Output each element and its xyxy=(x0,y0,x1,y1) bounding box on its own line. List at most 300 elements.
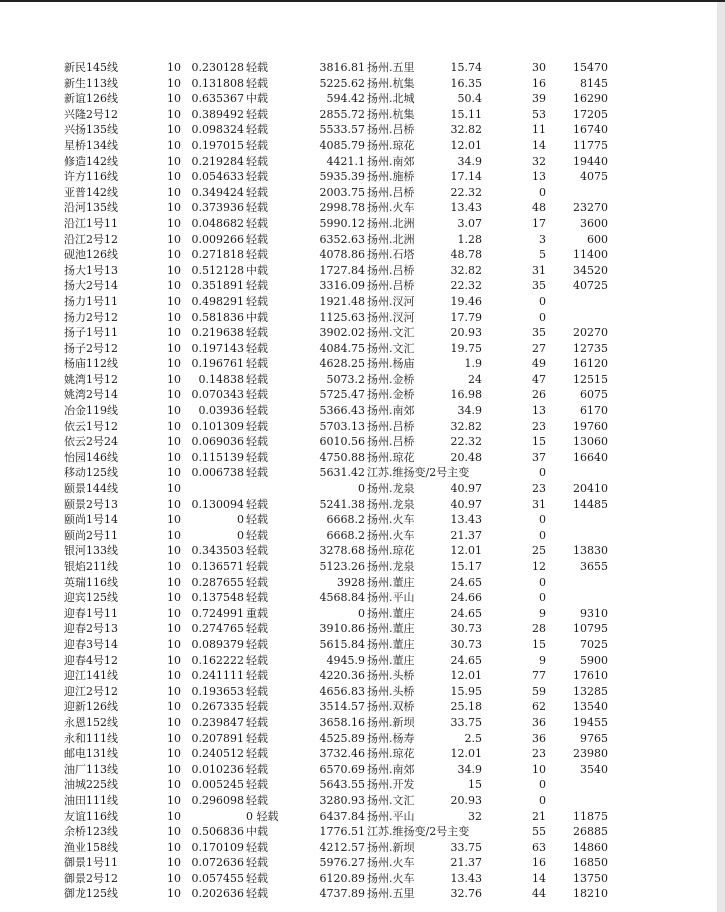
substation-cell: 江苏.维扬变/2号主变 xyxy=(367,825,470,839)
count-cell: 0 xyxy=(539,575,546,589)
voltage-cell: 10 xyxy=(167,606,181,620)
load-rate-cell: 0.130094 xyxy=(191,497,244,511)
table-row xyxy=(0,278,717,294)
substation-cell: 扬州.杨庙 xyxy=(367,357,415,371)
count-cell: 30 xyxy=(532,61,546,74)
capacity-cell: 3280.93 xyxy=(319,793,365,807)
count-cell: 35 xyxy=(532,326,546,340)
table-row xyxy=(0,122,717,138)
load-status-cell: 轻载 xyxy=(246,372,268,386)
distance-cell: 48.78 xyxy=(450,248,482,262)
distance-cell: 15.17 xyxy=(450,560,482,573)
capacity-cell: 5366.43 xyxy=(319,404,365,418)
count-cell: 0 xyxy=(539,466,546,480)
count-cell: 0 xyxy=(539,793,546,807)
distance-cell: 40.97 xyxy=(450,497,482,511)
substation-cell: 江苏.维扬变/2号主变 xyxy=(367,466,470,480)
capacity-cell: 4945.9 xyxy=(326,653,365,667)
line-name-cell: 迎春3号14 xyxy=(64,637,118,651)
capacity-cell: 4568.84 xyxy=(319,591,365,605)
line-name-cell: 姚湾2号14 xyxy=(64,388,118,402)
table-row xyxy=(0,403,717,419)
load-status-cell: 轻载 xyxy=(246,840,268,854)
count-cell: 0 xyxy=(539,528,546,542)
distance-cell: 1.9 xyxy=(464,357,482,371)
table-row xyxy=(0,91,717,107)
substation-cell: 扬州.杨寿 xyxy=(367,731,415,745)
distance-cell: 19.46 xyxy=(450,294,482,308)
load-rate-cell: 0.136571 xyxy=(191,560,244,573)
load-status-cell: 轻载 xyxy=(246,138,268,152)
line-name-cell: 亚普142线 xyxy=(64,185,118,199)
substation-cell: 扬州.琼花 xyxy=(367,747,415,761)
substation-cell: 扬州.平山 xyxy=(367,809,415,823)
distance-cell: 22.32 xyxy=(450,435,482,449)
distance-cell: 30.73 xyxy=(450,622,482,636)
table-row xyxy=(0,216,717,232)
capacity-cell: 4212.57 xyxy=(319,840,365,854)
count-cell: 9 xyxy=(539,606,546,620)
voltage-cell: 10 xyxy=(167,294,181,308)
voltage-cell: 10 xyxy=(167,887,181,901)
voltage-cell: 10 xyxy=(167,715,181,729)
line-name-cell: 颐景2号13 xyxy=(64,497,118,511)
capacity-cell: 3316.09 xyxy=(319,279,365,293)
load-status-cell: 轻载 xyxy=(246,528,268,542)
table-row xyxy=(0,699,717,715)
count-cell: 37 xyxy=(532,450,546,464)
distance-cell: 33.75 xyxy=(450,840,482,854)
count-cell: 13 xyxy=(532,170,546,184)
substation-cell: 扬州.五里 xyxy=(367,887,415,901)
load-status-cell: 中载 xyxy=(246,310,268,324)
value-cell: 16640 xyxy=(573,450,608,464)
voltage-cell: 10 xyxy=(167,497,181,511)
table-row xyxy=(0,310,717,326)
line-name-cell: 扬力2号12 xyxy=(64,310,118,324)
substation-cell: 扬州.北城 xyxy=(367,92,415,106)
distance-cell: 15.74 xyxy=(450,61,482,74)
capacity-cell: 5703.13 xyxy=(319,419,365,433)
voltage-cell: 10 xyxy=(167,232,181,246)
substation-cell: 扬州.汊河 xyxy=(367,294,415,308)
substation-cell: 扬州.龙泉 xyxy=(367,497,415,511)
line-name-cell: 扬大1号13 xyxy=(64,263,118,277)
line-name-cell: 银焰211线 xyxy=(64,560,118,573)
table-row xyxy=(0,590,717,606)
count-cell: 25 xyxy=(532,544,546,558)
substation-cell: 扬州.董庄 xyxy=(367,575,415,589)
count-cell: 15 xyxy=(532,637,546,651)
table-row xyxy=(0,684,717,700)
value-cell: 9310 xyxy=(580,606,608,620)
distance-cell: 3.07 xyxy=(457,216,482,230)
distance-cell: 17.79 xyxy=(450,310,482,324)
substation-cell: 扬州.吕桥 xyxy=(367,263,415,277)
value-cell: 17205 xyxy=(573,107,608,121)
substation-cell: 扬州.新坝 xyxy=(367,840,415,854)
table-row xyxy=(0,793,717,809)
value-cell: 16740 xyxy=(573,123,608,137)
distance-cell: 32.82 xyxy=(450,419,482,433)
load-rate-cell: 0.070343 xyxy=(191,388,244,402)
load-rate-cell: 0.196761 xyxy=(191,357,244,371)
load-rate-cell: 0.197143 xyxy=(191,341,244,355)
voltage-cell: 10 xyxy=(167,107,181,121)
capacity-cell: 3732.46 xyxy=(319,747,365,761)
value-cell: 11775 xyxy=(573,138,608,152)
capacity-cell: 4085.79 xyxy=(319,138,365,152)
table-row xyxy=(0,138,717,154)
count-cell: 36 xyxy=(532,715,546,729)
table-row xyxy=(0,528,717,544)
count-cell: 14 xyxy=(532,871,546,885)
line-name-cell: 杨庙112线 xyxy=(64,357,118,371)
load-rate-cell: 0.389492 xyxy=(191,107,244,121)
load-rate-cell: 0.010236 xyxy=(191,762,244,776)
load-status-cell: 轻载 xyxy=(246,294,268,308)
line-name-cell: 兴隆2号12 xyxy=(64,107,118,121)
load-status-cell: 轻载 xyxy=(246,871,268,885)
capacity-cell: 5631.42 xyxy=(319,466,365,480)
count-cell: 0 xyxy=(539,591,546,605)
capacity-cell: 3514.57 xyxy=(319,700,365,714)
load-status-cell: 轻载 xyxy=(246,466,268,480)
value-cell: 6075 xyxy=(580,388,608,402)
substation-cell: 扬州.文汇 xyxy=(367,326,415,340)
capacity-cell: 5725.47 xyxy=(319,388,365,402)
capacity-cell: 2998.78 xyxy=(319,201,365,215)
line-name-cell: 迎春1号11 xyxy=(64,606,118,620)
distance-cell: 12.01 xyxy=(450,138,482,152)
load-status-cell: 轻载 xyxy=(246,232,268,246)
load-rate-cell: 0.349424 xyxy=(191,185,244,199)
capacity-cell: 3902.02 xyxy=(319,326,365,340)
value-cell: 17610 xyxy=(573,669,608,683)
distance-cell: 20.93 xyxy=(450,793,482,807)
voltage-cell: 10 xyxy=(167,793,181,807)
line-name-cell: 颐尚1号14 xyxy=(64,513,118,527)
capacity-cell: 4656.83 xyxy=(319,684,365,698)
count-cell: 11 xyxy=(532,123,546,137)
distance-cell: 15.11 xyxy=(450,107,482,121)
capacity-cell: 4525.89 xyxy=(319,731,365,745)
load-status-cell: 轻载 xyxy=(246,248,268,262)
load-rate-cell: 0.054633 xyxy=(191,170,244,184)
count-cell: 49 xyxy=(532,357,546,371)
voltage-cell: 10 xyxy=(167,419,181,433)
value-cell: 23270 xyxy=(573,201,608,215)
load-rate-cell: 0.343503 xyxy=(191,544,244,558)
table-row xyxy=(0,481,717,497)
value-cell: 23980 xyxy=(573,747,608,761)
value-cell: 19455 xyxy=(573,715,608,729)
substation-cell: 扬州.金桥 xyxy=(367,372,415,386)
count-cell: 35 xyxy=(532,279,546,293)
table-row xyxy=(0,746,717,762)
load-status-cell: 轻载 xyxy=(246,435,268,449)
distance-cell: 13.43 xyxy=(450,513,482,527)
table-row xyxy=(0,356,717,372)
value-cell: 4075 xyxy=(580,170,608,184)
voltage-cell: 10 xyxy=(167,684,181,698)
count-cell: 63 xyxy=(532,840,546,854)
load-rate-cell: 0.271818 xyxy=(191,248,244,262)
capacity-cell: 5123.26 xyxy=(319,560,365,573)
line-name-cell: 渔业158线 xyxy=(64,840,118,854)
voltage-cell: 10 xyxy=(167,450,181,464)
capacity-cell: 6668.2 xyxy=(326,528,365,542)
distance-cell: 20.48 xyxy=(450,450,482,464)
value-cell: 13540 xyxy=(573,700,608,714)
count-cell: 3 xyxy=(539,232,546,246)
load-status-cell: 轻载 xyxy=(246,560,268,573)
voltage-cell: 10 xyxy=(167,622,181,636)
distance-cell: 32.82 xyxy=(450,263,482,277)
table-row xyxy=(0,824,717,840)
line-name-cell: 御景2号12 xyxy=(64,871,118,885)
distance-cell: 40.97 xyxy=(450,482,482,496)
capacity-cell: 1727.84 xyxy=(319,263,365,277)
count-cell: 13 xyxy=(532,404,546,418)
distance-cell: 20.93 xyxy=(450,326,482,340)
voltage-cell: 10 xyxy=(167,637,181,651)
table-row xyxy=(0,777,717,793)
capacity-cell: 5073.2 xyxy=(326,372,365,386)
line-name-cell: 迎春2号13 xyxy=(64,622,118,636)
count-cell: 0 xyxy=(539,778,546,792)
table-row xyxy=(0,762,717,778)
value-cell: 11875 xyxy=(573,809,608,823)
substation-cell: 扬州.北洲 xyxy=(367,216,415,230)
table-row xyxy=(0,886,717,902)
substation-cell: 扬州.火车 xyxy=(367,856,415,870)
distance-cell: 2.5 xyxy=(464,731,482,745)
capacity-cell: 5225.62 xyxy=(319,76,365,90)
voltage-cell: 10 xyxy=(167,575,181,589)
voltage-cell: 10 xyxy=(167,528,181,542)
load-rate-cell: 0.098324 xyxy=(191,123,244,137)
substation-cell: 扬州.施桥 xyxy=(367,170,415,184)
load-rate-cell: 0.069036 xyxy=(191,435,244,449)
substation-cell: 扬州.吕桥 xyxy=(367,185,415,199)
voltage-cell: 10 xyxy=(167,871,181,885)
value-cell: 34520 xyxy=(573,263,608,277)
value-cell: 16850 xyxy=(573,856,608,870)
substation-cell: 扬州.杭集 xyxy=(367,76,415,90)
load-rate-cell: 0.241111 xyxy=(191,669,244,683)
line-name-cell: 冶金119线 xyxy=(64,404,118,418)
load-status-cell: 轻载 xyxy=(246,591,268,605)
capacity-cell: 0 xyxy=(358,606,365,620)
substation-cell: 扬州.董庄 xyxy=(367,653,415,667)
line-name-cell: 沿江2号12 xyxy=(64,232,118,246)
line-name-cell: 依云1号12 xyxy=(64,419,118,433)
load-status-cell: 轻载 xyxy=(246,700,268,714)
line-name-cell: 修造142线 xyxy=(64,154,118,168)
capacity-cell: 4737.89 xyxy=(319,887,365,901)
voltage-cell: 10 xyxy=(167,123,181,137)
table-row xyxy=(0,840,717,856)
distance-cell: 32.82 xyxy=(450,123,482,137)
line-name-cell: 移动125线 xyxy=(64,466,118,480)
capacity-cell: 3278.68 xyxy=(319,544,365,558)
count-cell: 59 xyxy=(532,684,546,698)
distance-cell: 24.65 xyxy=(450,575,482,589)
voltage-cell: 10 xyxy=(167,372,181,386)
load-status-cell: 轻载 xyxy=(246,622,268,636)
substation-cell: 扬州.文汇 xyxy=(367,793,415,807)
voltage-cell: 10 xyxy=(167,856,181,870)
load-status-cell: 轻载 xyxy=(246,279,268,293)
distance-cell: 16.35 xyxy=(450,76,482,90)
line-name-cell: 迎江141线 xyxy=(64,669,118,683)
voltage-cell: 10 xyxy=(167,138,181,152)
load-status-cell: 轻载 xyxy=(246,201,268,215)
load-rate-cell: 0.072636 xyxy=(191,856,244,870)
load-status-cell: 轻载 xyxy=(246,513,268,527)
spreadsheet-table xyxy=(0,60,717,902)
line-name-cell: 御龙125线 xyxy=(64,887,118,901)
value-cell: 12735 xyxy=(573,341,608,355)
voltage-cell: 10 xyxy=(167,357,181,371)
value-cell: 600 xyxy=(587,232,608,246)
load-status-cell: 中载 xyxy=(246,825,268,839)
line-name-cell: 余桥123线 xyxy=(64,825,118,839)
table-row xyxy=(0,247,717,263)
table-row xyxy=(0,372,717,388)
line-name-cell: 兴扬135线 xyxy=(64,123,118,137)
line-name-cell: 颐景144线 xyxy=(64,482,118,496)
load-rate-cell: 0.115139 xyxy=(191,450,244,464)
table-row xyxy=(0,715,717,731)
value-cell: 26885 xyxy=(573,825,608,839)
line-name-cell: 沿江1号11 xyxy=(64,216,118,230)
load-rate-cell: 0.193653 xyxy=(191,684,244,698)
load-rate-cell: 0.274765 xyxy=(191,622,244,636)
table-row xyxy=(0,434,717,450)
distance-cell: 24.65 xyxy=(450,653,482,667)
scrollbar-track[interactable] xyxy=(717,2,725,912)
substation-cell: 扬州.新坝 xyxy=(367,715,415,729)
line-name-cell: 砚池126线 xyxy=(64,248,118,262)
capacity-cell: 5990.12 xyxy=(319,216,365,230)
load-rate-cell: 0.219638 xyxy=(191,326,244,340)
line-name-cell: 颐尚2号11 xyxy=(64,528,118,542)
line-name-cell: 迎宾125线 xyxy=(64,591,118,605)
capacity-cell: 4220.36 xyxy=(319,669,365,683)
table-row xyxy=(0,154,717,170)
table-row xyxy=(0,169,717,185)
table-row xyxy=(0,294,717,310)
table-row xyxy=(0,263,717,279)
count-cell: 16 xyxy=(532,76,546,90)
capacity-cell: 5935.39 xyxy=(319,170,365,184)
load-rate-cell: 0.351891 xyxy=(191,279,244,293)
load-status-cell: 轻载 xyxy=(246,497,268,511)
load-rate-cell: 0.048682 xyxy=(191,216,244,230)
value-cell: 11400 xyxy=(573,248,608,262)
capacity-cell: 3910.86 xyxy=(319,622,365,636)
load-rate-cell: 0.239847 xyxy=(191,715,244,729)
load-rate-cell: 0.089379 xyxy=(191,637,244,651)
substation-cell: 扬州.龙泉 xyxy=(367,560,415,573)
line-name-cell: 油田111线 xyxy=(64,793,118,807)
load-rate-cell: 0.03936 xyxy=(198,404,244,418)
capacity-cell: 6352.63 xyxy=(319,232,365,246)
voltage-cell: 10 xyxy=(167,61,181,74)
table-row xyxy=(0,60,717,76)
capacity-cell: 6010.56 xyxy=(319,435,365,449)
count-cell: 36 xyxy=(532,731,546,745)
voltage-cell: 10 xyxy=(167,154,181,168)
load-status-cell: 轻载 xyxy=(246,731,268,745)
voltage-cell: 10 xyxy=(167,700,181,714)
line-name-cell: 姚湾1号12 xyxy=(64,372,118,386)
table-row xyxy=(0,621,717,637)
distance-cell: 1.28 xyxy=(457,232,482,246)
load-rate-cell: 0.006738 xyxy=(191,466,244,480)
load-rate-cell: 0.373936 xyxy=(191,201,244,215)
load-status-cell: 0 轻载 xyxy=(246,809,279,823)
line-name-cell: 迎新126线 xyxy=(64,700,118,714)
distance-cell: 16.98 xyxy=(450,388,482,402)
substation-cell: 扬州.火车 xyxy=(367,513,415,527)
substation-cell: 扬州.文汇 xyxy=(367,341,415,355)
voltage-cell: 10 xyxy=(167,747,181,761)
count-cell: 28 xyxy=(532,622,546,636)
load-status-cell: 轻载 xyxy=(246,653,268,667)
value-cell: 20270 xyxy=(573,326,608,340)
value-cell: 14860 xyxy=(573,840,608,854)
voltage-cell: 10 xyxy=(167,76,181,90)
distance-cell: 25.18 xyxy=(450,700,482,714)
load-status-cell: 轻载 xyxy=(246,747,268,761)
distance-cell: 24 xyxy=(468,372,482,386)
capacity-cell: 594.42 xyxy=(326,92,365,106)
voltage-cell: 10 xyxy=(167,653,181,667)
line-name-cell: 扬大2号14 xyxy=(64,279,118,293)
load-rate-cell: 0.240512 xyxy=(191,747,244,761)
load-status-cell: 轻载 xyxy=(246,684,268,698)
substation-cell: 扬州.火车 xyxy=(367,528,415,542)
load-status-cell: 轻载 xyxy=(246,154,268,168)
voltage-cell: 10 xyxy=(167,92,181,106)
value-cell: 3540 xyxy=(580,762,608,776)
load-rate-cell: 0.137548 xyxy=(191,591,244,605)
count-cell: 17 xyxy=(532,216,546,230)
table-row xyxy=(0,107,717,123)
capacity-cell: 4078.86 xyxy=(319,248,365,262)
count-cell: 23 xyxy=(532,747,546,761)
voltage-cell: 10 xyxy=(167,216,181,230)
capacity-cell: 6120.89 xyxy=(319,871,365,885)
load-rate-cell: 0.230128 xyxy=(191,61,244,74)
distance-cell: 22.32 xyxy=(450,279,482,293)
substation-cell: 扬州.吕桥 xyxy=(367,279,415,293)
line-name-cell: 御景1号11 xyxy=(64,856,118,870)
value-cell: 13285 xyxy=(573,684,608,698)
table-row xyxy=(0,512,717,528)
table-row xyxy=(0,606,717,622)
value-cell: 19440 xyxy=(573,154,608,168)
distance-cell: 12.01 xyxy=(450,669,482,683)
load-rate-cell: 0 xyxy=(237,513,244,527)
substation-cell: 扬州.龙泉 xyxy=(367,482,415,496)
substation-cell: 扬州.董庄 xyxy=(367,622,415,636)
substation-cell: 扬州.琼花 xyxy=(367,138,415,152)
value-cell: 8145 xyxy=(580,76,608,90)
